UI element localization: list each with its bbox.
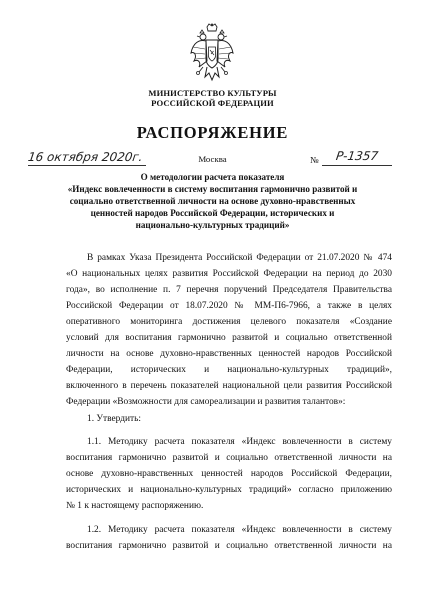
clause-text-line: № 1 к настоящему распоряжению. [66, 501, 204, 511]
document-title-line: социально ответственной личности на основе духовно-нравственных [69, 196, 356, 206]
clause-text-line: воспитания гармонично развитой и социально ответственной личности на [66, 453, 392, 463]
ministry-name-line-1: МИНИСТЕРСТВО КУЛЬТУРЫ [148, 88, 277, 98]
body-text-line: Российской Федерации от 18.07.2020 № ММ-П6-7966, а также в целях [66, 301, 392, 311]
city-label: Москва [198, 154, 227, 164]
body-text-line: В рамках Указа Президента Российской Федерации от 21.07.2020 № 474 [87, 253, 392, 263]
ministry-name-line-2: РОССИЙСКОЙ ФЕДЕРАЦИИ [151, 98, 274, 108]
body-text-line: включенного в перечень показателей национальной цели развития Российской [66, 381, 392, 391]
clause-text-line: 1.2. Методику расчета показателя «Индекс вовлеченности в систему [87, 525, 392, 535]
document-title-line: национально-культурных традиций» [135, 220, 290, 230]
number-sign: № [310, 155, 319, 165]
body-text-line: личности на основе духовно-нравственных ценностей народов Российской [66, 349, 392, 359]
body-text-line: условий для воспитания гармонично развитой и социально ответственной [66, 333, 392, 343]
body-text-line: Федерации «Возможности для самореализации и развития талантов»: [66, 397, 346, 407]
body-text-line: «О национальных целях развития Российской Федерации на период до 2030 [66, 269, 392, 279]
clause-text-line: основе духовно-нравственных ценностей народов Российской Федерации, [66, 469, 392, 479]
body-text-line: оперативного мониторинга достижения целевого показателя «Создание [66, 317, 392, 327]
signature-row [0, 150, 425, 172]
document-title-line: О методологии расчета показателя [140, 172, 285, 182]
clause-text-line: исторических и национально-культурных традиций» согласно приложению [66, 485, 392, 495]
document-title-line: ценностей народов Российской Федерации, исторических и [90, 208, 335, 218]
handwritten-date: 16 октября 2020г. [27, 150, 144, 164]
clause-text-line: воспитания гармонично развитой и социально ответственной личности на [66, 541, 392, 551]
body-text-line: Федерации, исторических и национально-культурных традиций», [66, 365, 392, 375]
body-text-line: года», во исполнение п. 7 перечня поручений Председателя Правительства [66, 285, 392, 295]
clause-text-line: 1.1. Методику расчета показателя «Индекс вовлеченности в систему [87, 437, 392, 447]
document-title-line: «Индекс вовлеченности в систему воспитания гармонично развитой и [67, 184, 358, 194]
clause-heading: 1. Утвердить: [87, 414, 141, 424]
number-underline [322, 165, 392, 166]
coat-of-arms-emblem [189, 23, 235, 83]
date-underline [28, 165, 146, 166]
document-type-heading: РАСПОРЯЖЕНИЕ [136, 123, 289, 142]
handwritten-document-number: Р-1357 [335, 149, 380, 163]
